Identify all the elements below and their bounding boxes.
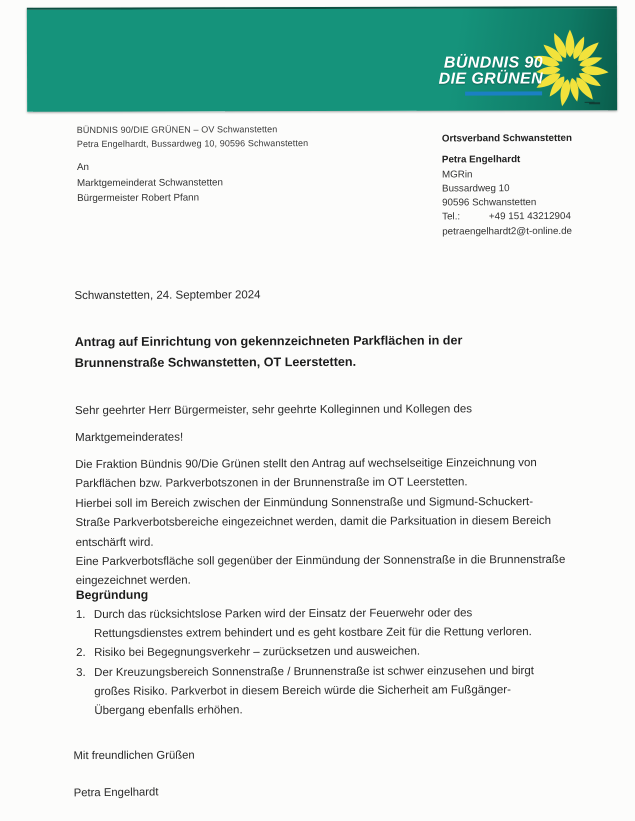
sender-return-address (77, 123, 308, 151)
contact-city: 90596 Schwanstetten (442, 197, 537, 209)
body-paragraph: Die Fraktion Bündnis 90/Die Grünen stellt den Antrag auf wechselseitige Einzeichnung von Parkflächen bzw. Parkverbotszonen in der Brunnenstraße im OT Leerstetten. (75, 457, 537, 491)
list-item-text: Durch das rücksichtslose Parken wird der Einsatz der Feuerwehr oder des Rettungsdienstes extrem behindert und es geht kostbare Zeit für die Rettung verloren. (93, 607, 532, 641)
begruendung-heading: Begründung (75, 587, 149, 603)
list-item-text: Risiko bei Begegnungsverkehr – zurücksetzen und ausweichen. (94, 645, 421, 660)
list-item-text: Der Kreuzungsbereich Sonnenstraße / Brunnenstraße ist schwer einzusehen und birgt großes Risiko. Parkverbot in diesem Bereich würde die Sicherheit am Fußgänger-Übergang ebenfalls erhöhen. (94, 664, 534, 717)
list-item-number: 2. (76, 647, 86, 660)
contact-phone-row (442, 210, 572, 225)
sender-address-line: Petra Engelhardt, Bussardweg 10, 90596 Schwanstetten (76, 137, 309, 149)
list-item (76, 604, 576, 645)
body-paragraph: Hierbei soll im Bereich zwischen der Einmündung Sonnenstraße und Sigmund-Schuckert-Straße Parkverbotsbereiche eingezeichnet werden, damit die Parksituation in diesem Bereich entschärft wird. (75, 495, 552, 549)
list-item-number: 3. (76, 666, 86, 679)
salutation: Sehr geehrter Herr Bürgermeister, sehr geehrte Kolleginnen und Kollegen des Marktgemeinderates! (74, 403, 473, 445)
recipient-mayor: Bürgermeister Robert Pfann (77, 192, 200, 205)
signature-name: Petra Engelhardt (73, 786, 159, 800)
body-paragraphs (75, 454, 566, 592)
subject-line: Antrag auf Einrichtung von gekennzeichneten Parkflächen in der Brunnenstraße Schwanstetten, OT Leerstetten. (74, 333, 463, 371)
party-logo-line2: DIE GRÜNEN (438, 70, 544, 88)
begruendung-section (76, 586, 577, 721)
sender-org-line: BÜNDNIS 90/DIE GRÜNEN – OV Schwanstetten (76, 124, 278, 136)
contact-org: Ortsverband Schwanstetten (441, 132, 572, 145)
contact-email: petraengelhardt2@t-online.de (442, 225, 573, 238)
phone-label: Tel.: (442, 211, 461, 223)
contact-street: Bussardweg 10 (442, 183, 510, 195)
dateline: Schwanstetten, 24. September 2024 (74, 289, 261, 303)
list-item (76, 661, 576, 721)
list-item (76, 642, 576, 663)
body-paragraph: Eine Parkverbotsfläche soll gegenüber der Einmündung der Sonnenstraße in die Brunnenstraße eingezeichnet werden. (75, 553, 566, 588)
phone-number: +49 151 43212904 (488, 211, 571, 223)
recipient-council: Marktgemeinderat Schwanstetten (76, 176, 223, 189)
recipient-address (77, 159, 223, 206)
recipient-an: An (76, 161, 89, 174)
party-logo-line1: BÜNDNIS 90 (443, 54, 544, 72)
contact-name: Petra Engelhardt (441, 154, 521, 166)
contact-info-block (442, 132, 573, 240)
closing-formula: Mit freundlichen Grüßen (73, 749, 195, 763)
list-item-number: 1. (75, 609, 86, 622)
contact-role: MGRin (441, 168, 473, 181)
